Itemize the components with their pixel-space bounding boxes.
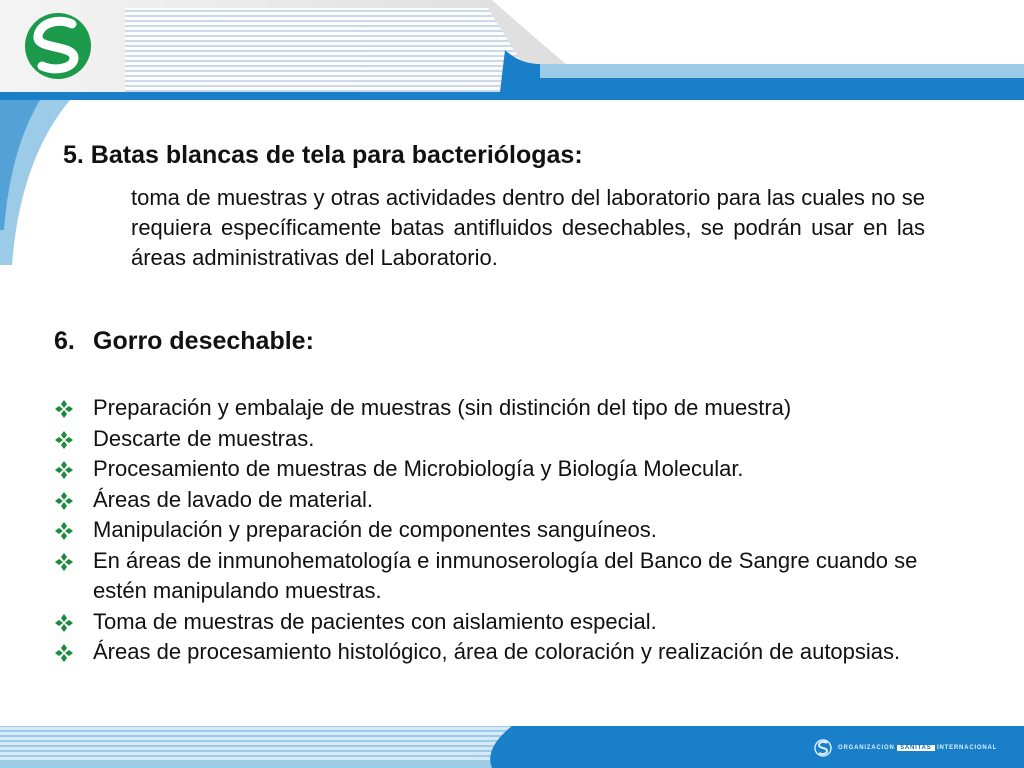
four-diamond-bullet-icon bbox=[54, 613, 74, 633]
footer-org-part2: SANITAS bbox=[897, 745, 935, 751]
list-item-text: Áreas de procesamiento histológico, área de coloración y realización de autopsias. bbox=[93, 639, 901, 664]
list-item bbox=[54, 454, 954, 485]
list-item-text: Toma de muestras de pacientes con aislamiento especial. bbox=[93, 608, 657, 634]
list-item bbox=[54, 485, 954, 516]
four-diamond-bullet-icon bbox=[54, 643, 74, 663]
list-item bbox=[54, 515, 954, 546]
bullet-list bbox=[54, 393, 954, 668]
section-5-body: toma de muestras y otras actividades dentro del laboratorio para las cuales no se requiera específicamente batas antifluidos desechables, se podrán usar en las áreas administrativas del Laboratorio. bbox=[131, 185, 925, 270]
section-6-heading bbox=[54, 327, 314, 356]
four-diamond-bullet-icon bbox=[54, 460, 74, 480]
footer-org-part3: INTERNACIONAL bbox=[937, 745, 998, 751]
green-s-logo-icon bbox=[22, 10, 94, 82]
section-6-title: Gorro desechable bbox=[93, 327, 306, 355]
list-item bbox=[54, 424, 954, 455]
footer-s-logo-icon bbox=[814, 739, 832, 757]
four-diamond-bullet-icon bbox=[54, 491, 74, 511]
section-5-heading: 5. Batas blancas de tela para bacteriólogas: bbox=[63, 141, 583, 169]
list-item-text: En áreas de inmunohematología e inmunoserología del Banco de Sangre cuando se estén manipulando muestras. bbox=[93, 547, 918, 603]
four-diamond-bullet-icon bbox=[54, 399, 74, 419]
footer-org-part1: ORGANIZACION bbox=[838, 745, 895, 751]
list-item bbox=[54, 637, 954, 668]
list-item-text: Descarte de muestras. bbox=[93, 425, 315, 451]
list-item-text: Áreas de lavado de material. bbox=[93, 486, 374, 512]
list-item bbox=[54, 546, 954, 607]
list-item-text: Manipulación y preparación de componentes sanguíneos. bbox=[93, 517, 657, 542]
list-item-text: Procesamiento de muestras de Microbiología y Biología Molecular. bbox=[93, 456, 744, 481]
list-item-text: Preparación y embalaje de muestras (sin distinción del tipo de muestra) bbox=[93, 395, 792, 420]
four-diamond-bullet-icon bbox=[54, 552, 74, 572]
four-diamond-bullet-icon bbox=[54, 521, 74, 541]
list-item bbox=[54, 393, 954, 424]
four-diamond-bullet-icon bbox=[54, 430, 74, 450]
footer-org-name bbox=[838, 745, 997, 751]
section-6-number: 6. bbox=[54, 327, 75, 355]
section-6-colon: : bbox=[305, 327, 314, 355]
list-item bbox=[54, 607, 954, 638]
footer-logo bbox=[814, 739, 997, 757]
